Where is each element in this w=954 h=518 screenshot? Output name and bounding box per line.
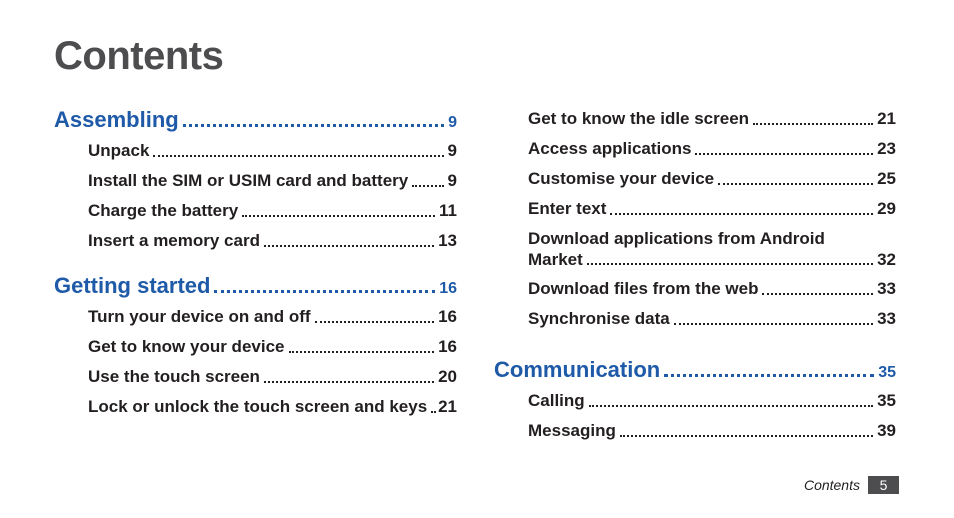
toc-entry[interactable]: [528, 104, 896, 134]
toc-entry[interactable]: [88, 196, 457, 226]
toc-entry-page: 16: [438, 307, 457, 326]
toc-entry-label: Get to know the idle screen: [528, 109, 750, 128]
toc-entry-label: Customise your device: [528, 169, 715, 188]
toc-entry-page: 25: [877, 169, 896, 188]
dot-leader: [674, 323, 873, 325]
toc-entry-page: 21: [877, 109, 896, 128]
section-heading-link[interactable]: [54, 104, 457, 136]
toc-entry[interactable]: [528, 416, 896, 446]
footer-label: Contents: [803, 477, 860, 493]
toc-entry-label: Insert a memory card: [88, 231, 260, 250]
dot-leader: [431, 411, 434, 413]
dot-leader: [695, 153, 873, 155]
dot-leader: [620, 435, 873, 437]
section-heading-label: Getting started: [54, 273, 211, 298]
toc-entry-page: 32: [877, 250, 896, 269]
dot-leader: [289, 351, 435, 353]
dot-leader: [264, 381, 434, 383]
toc-entry-page: 35: [877, 391, 896, 410]
toc-entry[interactable]: [528, 164, 896, 194]
toc-entry-label: Calling: [528, 391, 585, 410]
section-page-number: 16: [439, 280, 457, 297]
toc-entry-label: Messaging: [528, 421, 616, 440]
toc-entry[interactable]: [88, 302, 457, 332]
dot-leader: [153, 155, 443, 157]
toc-entry-page: 11: [439, 201, 457, 220]
toc-section-getting-started: [54, 270, 457, 422]
dot-leader: [718, 183, 873, 185]
toc-entry[interactable]: [528, 386, 896, 416]
toc-entry-label-line1: Download applications from Android: [528, 229, 825, 248]
toc-entry-page: 9: [447, 141, 457, 160]
dot-leader: [610, 213, 873, 215]
dot-leader: [664, 374, 874, 377]
toc-left-column: [54, 104, 457, 432]
toc-entry-label: Get to know your device: [88, 337, 285, 356]
toc-entry[interactable]: [528, 194, 896, 224]
toc-entry-page: 20: [438, 367, 457, 386]
toc-entry[interactable]: [528, 304, 896, 334]
section-heading-label: Communication: [494, 357, 661, 382]
dot-leader: [214, 290, 435, 293]
toc-section-communication: [494, 354, 896, 446]
toc-entry-page: 16: [438, 337, 457, 356]
toc-entry-page: 23: [877, 139, 896, 158]
toc-entry-page: 21: [438, 397, 457, 416]
section-heading-label: Assembling: [54, 107, 179, 132]
dot-leader: [589, 405, 873, 407]
toc-entry-label: Enter text: [528, 199, 607, 218]
toc-entry-label: Unpack: [88, 141, 150, 160]
toc-entry-page: 33: [877, 279, 896, 298]
dot-leader: [587, 263, 873, 265]
page-title: Contents: [54, 34, 224, 78]
toc-entry-label: Turn your device on and off: [88, 307, 311, 326]
toc-entry[interactable]: [88, 136, 457, 166]
page-number-badge: 5: [868, 476, 899, 494]
dot-leader: [242, 215, 435, 217]
dot-leader: [412, 185, 443, 187]
toc-entry-label: Lock or unlock the touch screen and keys: [88, 397, 428, 416]
toc-entry-label: Synchronise data: [528, 309, 670, 328]
toc-entry[interactable]: [88, 166, 457, 196]
toc-entry-page: 9: [447, 171, 457, 190]
dot-leader: [753, 123, 873, 125]
toc-entry-page: 29: [877, 199, 896, 218]
toc-entry[interactable]: [88, 332, 457, 362]
page-footer: [804, 476, 899, 494]
toc-entry-label: Download files from the web: [528, 279, 759, 298]
toc-right-column: [494, 104, 896, 456]
dot-leader: [315, 321, 434, 323]
dot-leader: [762, 293, 873, 295]
section-heading-link[interactable]: [54, 270, 457, 302]
toc-entry-label: Use the touch screen: [88, 367, 260, 386]
toc-entry-label: Charge the battery: [88, 201, 239, 220]
toc-entry-page: 13: [438, 231, 457, 250]
toc-entry-multiline[interactable]: [528, 224, 896, 270]
toc-entry[interactable]: [88, 392, 457, 422]
toc-entry[interactable]: [88, 226, 457, 256]
toc-entry-label: Access applications: [528, 139, 692, 158]
toc-entry-label: Install the SIM or USIM card and battery: [88, 171, 409, 190]
section-heading-link[interactable]: [494, 354, 896, 386]
toc-entry-page: 39: [877, 421, 896, 440]
toc-entry[interactable]: [528, 134, 896, 164]
section-page-number: 35: [878, 364, 896, 381]
toc-entry-page: 33: [877, 309, 896, 328]
dot-leader: [183, 124, 444, 127]
toc-entry[interactable]: [88, 362, 457, 392]
dot-leader: [264, 245, 434, 247]
toc-entry[interactable]: [528, 274, 896, 304]
section-page-number: 9: [448, 114, 457, 131]
toc-section-assembling: [54, 104, 457, 256]
toc-entry-label-line2: Market: [528, 250, 583, 269]
